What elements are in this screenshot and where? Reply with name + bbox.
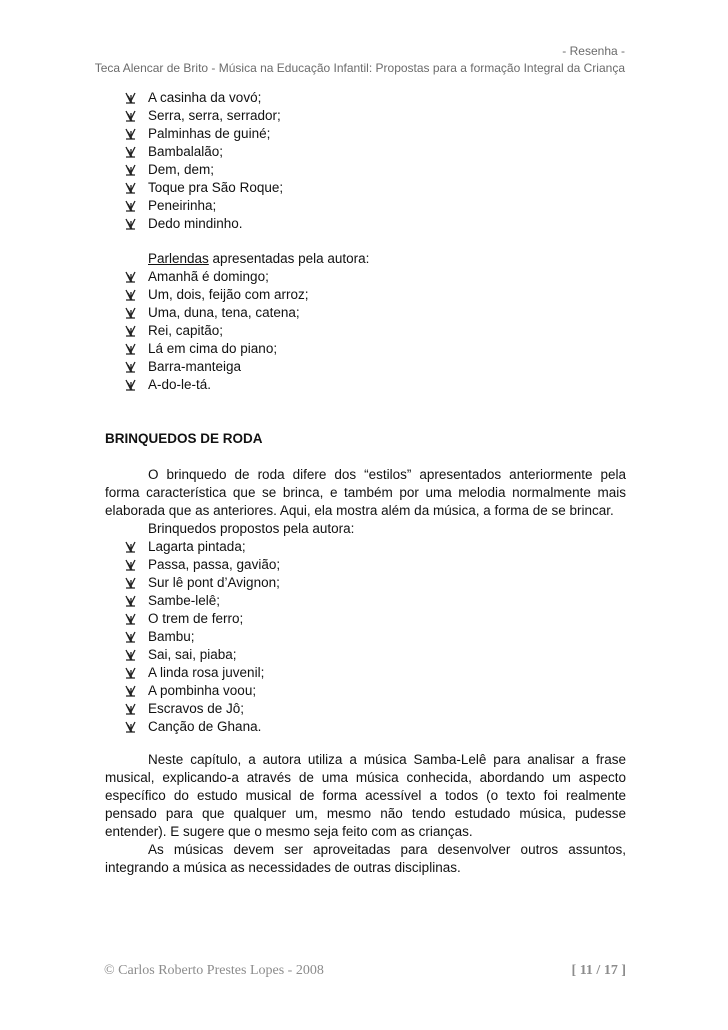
paragraph: O brinquedo de roda difere dos “estilos” apresentados anteriormente pela forma característica que se brinca, e também por uma melodia normalmente mais elaborada que as anteriores. Aqui, ela mostra além da música, a forma de se brincar.: [105, 467, 626, 518]
list-item: [105, 646, 626, 664]
reed-grass-icon: [125, 92, 136, 104]
list-item: [105, 340, 626, 358]
list-item-text: Lá em cima do piano;: [148, 341, 278, 356]
bullet-list: [105, 89, 626, 233]
list-item-text: Escravos de Jô;: [148, 701, 245, 716]
list-item: [105, 161, 626, 179]
list-item: [105, 664, 626, 682]
list-item: [105, 197, 626, 215]
list-item: [105, 215, 626, 233]
reed-grass-icon: [125, 379, 136, 391]
reed-grass-icon: [125, 541, 136, 553]
reed-grass-icon: [125, 271, 136, 283]
list-item: [105, 286, 626, 304]
list-item-text: O trem de ferro;: [148, 611, 244, 626]
list-brinquedos: [105, 538, 626, 736]
reed-grass-icon: [125, 200, 136, 212]
list-item-text: Bambu;: [148, 629, 195, 644]
list-item-text: Um, dois, feijão com arroz;: [148, 287, 309, 302]
reed-grass-icon: [125, 164, 136, 176]
parlendas-word: Parlendas: [148, 251, 209, 266]
reed-grass-icon: [125, 685, 136, 697]
list-item-text: Toque pra São Roque;: [148, 180, 284, 195]
list-item-text: Canção de Ghana.: [148, 719, 262, 734]
proposed-label: Brinquedos propostos pela autora:: [148, 521, 355, 536]
list-item: [105, 682, 626, 700]
list-item: [105, 179, 626, 197]
list-cantigas: [105, 89, 626, 233]
list-item: [105, 574, 626, 592]
reed-grass-icon: [125, 110, 136, 122]
list-item-text: Dem, dem;: [148, 162, 215, 177]
reed-grass-icon: [125, 703, 136, 715]
reed-grass-icon: [125, 577, 136, 589]
reed-grass-icon: [125, 146, 136, 158]
list-item-text: Barra-manteiga: [148, 359, 242, 374]
list-item: [105, 358, 626, 376]
list-item: [105, 376, 626, 394]
reed-grass-icon: [125, 307, 136, 319]
reed-grass-icon: [125, 721, 136, 733]
header-section-label: - Resenha -: [562, 44, 625, 58]
list-item: [105, 610, 626, 628]
bullet-list: [105, 268, 626, 394]
list-item: [105, 125, 626, 143]
list-item-text: A-do-le-tá.: [148, 377, 212, 392]
reed-grass-icon: [125, 325, 136, 337]
reed-grass-icon: [125, 289, 136, 301]
list-item-text: Uma, duna, tena, catena;: [148, 305, 300, 320]
list-item-text: Palminhas de guiné;: [148, 126, 271, 141]
reed-grass-icon: [125, 649, 136, 661]
list-item-text: Peneirinha;: [148, 198, 217, 213]
reed-grass-icon: [125, 218, 136, 230]
list-item-text: Passa, passa, gavião;: [148, 557, 281, 572]
list-item: [105, 304, 626, 322]
list-item-text: Sai, sai, piaba;: [148, 647, 237, 662]
list-item-text: Sur lê pont d’Avignon;: [148, 575, 280, 590]
reed-grass-icon: [125, 667, 136, 679]
list-item: [105, 143, 626, 161]
footer-copyright: © Carlos Roberto Prestes Lopes - 2008: [104, 963, 324, 978]
reed-grass-icon: [125, 128, 136, 140]
list-item: [105, 538, 626, 556]
list-item: [105, 700, 626, 718]
list-item: [105, 107, 626, 125]
list-parlendas: [105, 268, 626, 394]
header-subtitle: Teca Alencar de Brito - Música na Educação Infantil: Propostas para a formação Integral da Criança: [94, 61, 625, 75]
list-item-text: A linda rosa juvenil;: [148, 665, 265, 680]
list-item: [105, 718, 626, 736]
list-item: [105, 592, 626, 610]
list-item: [105, 322, 626, 340]
list-item: [105, 556, 626, 574]
bullet-list: [105, 538, 626, 736]
reed-grass-icon: [125, 343, 136, 355]
parlendas-rest: apresentadas pela autora:: [208, 251, 370, 266]
reed-grass-icon: [125, 595, 136, 607]
list-item-text: Sambe-lelê;: [148, 593, 221, 608]
paragraph: Neste capítulo, a autora utiliza a música Samba-Lelê para analisar a frase musical, explicando-a através de uma música conhecida, abordando um aspecto específico do estudo musical de forma acessível a todos (o texto foi realmente pensado para que qualquer um, mesmo não tendo estudado música, pudesse entender). E sugere que o mesmo seja feito com as crianças.: [105, 752, 626, 839]
list-item-text: Lagarta pintada;: [148, 539, 246, 554]
list-item-text: Dedo mindinho.: [148, 216, 243, 231]
reed-grass-icon: [125, 361, 136, 373]
list-item: [105, 89, 626, 107]
reed-grass-icon: [125, 631, 136, 643]
list-item-text: Bambalalão;: [148, 144, 224, 159]
list-item-text: Serra, serra, serrador;: [148, 108, 281, 123]
parlendas-intro: [105, 250, 669, 268]
reed-grass-icon: [125, 613, 136, 625]
list-item: [105, 628, 626, 646]
list-item-text: Rei, capitão;: [148, 323, 224, 338]
footer-page-number: [ 11 / 17 ]: [571, 963, 626, 978]
list-item-text: A casinha da vovó;: [148, 90, 262, 105]
paragraph: As músicas devem ser aproveitadas para desenvolver outros assuntos, integrando a música as necessidades de outras disciplinas.: [105, 842, 626, 875]
list-item: [105, 268, 626, 286]
reed-grass-icon: [125, 559, 136, 571]
section-title: BRINQUEDOS DE RODA: [105, 431, 263, 446]
list-item-text: A pombinha voou;: [148, 683, 257, 698]
reed-grass-icon: [125, 182, 136, 194]
list-item-text: Amanhã é domingo;: [148, 269, 269, 284]
